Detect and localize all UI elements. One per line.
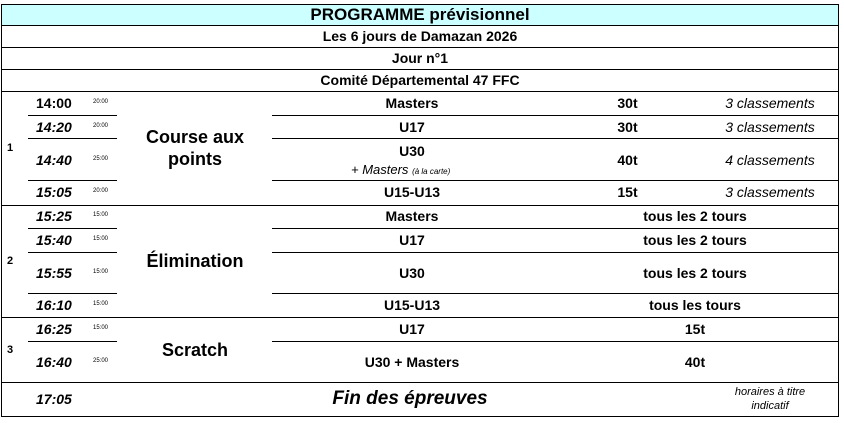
duration: 25:00 — [93, 358, 109, 364]
category: U17 — [399, 321, 425, 337]
duration: 25:00 — [93, 156, 109, 162]
duration: 15:00 — [93, 325, 109, 331]
table-divider — [1, 25, 839, 26]
start-time: 15:40 — [36, 232, 72, 248]
distance: 30t — [617, 95, 638, 111]
distance: 40t — [684, 354, 706, 370]
block-number: 2 — [7, 255, 14, 267]
duration: 15:00 — [93, 301, 109, 307]
row-divider — [272, 293, 839, 294]
lap-info: tous les 2 tours — [643, 265, 747, 281]
row-divider — [272, 138, 839, 139]
end-time: 17:05 — [36, 391, 72, 407]
classification-note: 3 classements — [725, 119, 815, 135]
category-subtext — [351, 162, 450, 177]
table-divider — [1, 317, 839, 318]
block-number: 3 — [7, 344, 14, 356]
page-title: PROGRAMME prévisionnel — [310, 5, 530, 24]
distance: 15t — [617, 184, 638, 200]
discipline-label: Scratch — [161, 340, 229, 360]
duration: 20:00 — [93, 99, 109, 105]
category: U30 + Masters — [364, 354, 460, 370]
event-title: Les 6 jours de Damazan 2026 — [322, 28, 518, 44]
start-time: 16:10 — [36, 297, 72, 313]
start-time: 14:00 — [36, 95, 72, 111]
table-divider — [1, 69, 839, 70]
day-title: Jour n°1 — [391, 50, 449, 66]
start-time: 16:25 — [36, 321, 72, 337]
classification-note: 4 classements — [725, 152, 815, 168]
category: U15-U13 — [383, 184, 441, 200]
block-number: 1 — [7, 142, 14, 154]
lap-info: tous les 2 tours — [643, 232, 747, 248]
row-divider — [272, 341, 839, 342]
category: U30 — [399, 265, 425, 281]
lap-info: tous les tours — [649, 297, 741, 313]
lap-info: tous les 2 tours — [643, 208, 747, 224]
table-divider — [1, 91, 839, 92]
start-time: 15:55 — [36, 265, 72, 281]
row-divider — [272, 180, 839, 181]
category-subtext-main: + Masters — [351, 162, 409, 177]
row-divider — [28, 341, 117, 342]
duration: 15:00 — [93, 212, 109, 218]
table-divider — [1, 205, 839, 206]
row-divider — [28, 138, 117, 139]
category-subtext-small: (à la carte) — [412, 167, 451, 176]
duration: 20:00 — [93, 188, 109, 194]
row-divider — [28, 293, 117, 294]
distance: 40t — [617, 152, 638, 168]
row-divider — [28, 180, 117, 181]
start-time: 15:25 — [36, 208, 72, 224]
start-time: 15:05 — [36, 184, 72, 200]
category: Masters — [385, 95, 439, 111]
distance: 30t — [617, 119, 638, 135]
end-label: Fin des épreuves — [332, 388, 488, 409]
category: U17 — [399, 119, 425, 135]
start-time: 14:40 — [36, 152, 72, 168]
start-time: 14:20 — [36, 119, 72, 135]
category: U17 — [399, 232, 425, 248]
row-divider — [28, 228, 117, 229]
distance: 15t — [684, 321, 706, 337]
row-divider — [272, 252, 839, 253]
row-divider — [272, 115, 839, 116]
disclaimer-note: indicatif — [751, 400, 789, 412]
classification-note: 3 classements — [725, 184, 815, 200]
row-divider — [28, 115, 117, 116]
discipline-label: points — [168, 149, 222, 169]
duration: 20:00 — [93, 123, 109, 129]
duration: 15:00 — [93, 236, 109, 242]
row-divider — [272, 228, 839, 229]
duration: 15:00 — [93, 269, 109, 275]
disclaimer-note: horaires à titre — [734, 386, 806, 398]
table-divider — [1, 382, 839, 383]
classification-note: 3 classements — [725, 95, 815, 111]
category: U30 — [399, 143, 425, 159]
organizer: Comité Départemental 47 FFC — [320, 72, 520, 88]
category: U15-U13 — [383, 297, 441, 313]
discipline-label: Élimination — [146, 251, 244, 271]
row-divider — [28, 252, 117, 253]
category: Masters — [385, 208, 439, 224]
start-time: 16:40 — [36, 354, 72, 370]
discipline-label: Course aux — [145, 127, 245, 147]
table-divider — [1, 47, 839, 48]
